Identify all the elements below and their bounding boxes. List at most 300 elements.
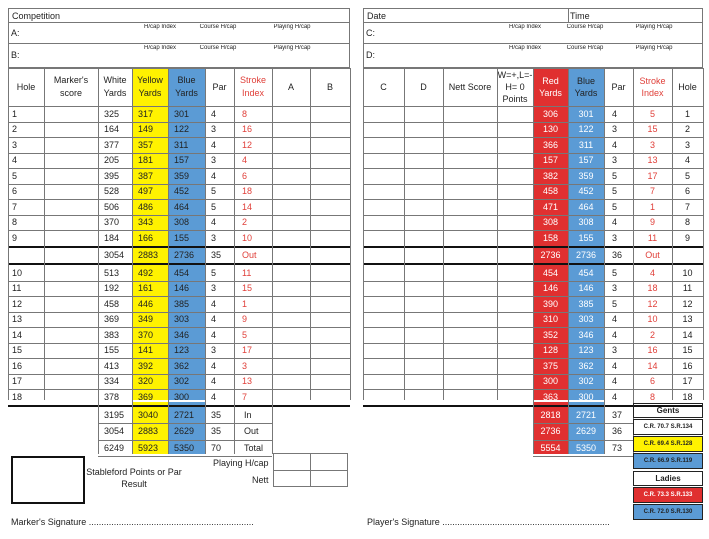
- cell-white: 458: [104, 298, 120, 309]
- cell-si: 10: [242, 232, 253, 243]
- cell-hole: 18: [682, 391, 693, 402]
- cell-si: 13: [242, 376, 253, 387]
- cell-hole: 4: [12, 155, 18, 166]
- cell-si: 9: [649, 217, 655, 228]
- cell-hole: 5: [684, 170, 690, 181]
- cell-si: 9: [242, 314, 248, 325]
- cell-red: 458: [542, 186, 559, 197]
- total-blue: 2721: [174, 409, 195, 420]
- cell-par: 4: [211, 298, 217, 309]
- cell-hole: 2: [12, 124, 18, 135]
- cell-hole: 12: [12, 298, 23, 309]
- total-blue: 2629: [575, 426, 597, 437]
- total-blue: 2629: [174, 426, 195, 437]
- cell-hole: 12: [682, 298, 693, 309]
- course-hcap-label-b: Course H/cap: [199, 45, 237, 51]
- cell-hole: 9: [12, 232, 18, 243]
- hcap-index-label-b: H/cap Index: [143, 45, 177, 51]
- player-a-label: A:: [11, 28, 20, 38]
- header-nett: Nett Score: [448, 82, 492, 92]
- header-white: White Yards: [103, 75, 127, 98]
- cell-red: 454: [542, 267, 559, 278]
- header-d: D: [420, 82, 427, 92]
- cell-hole: 14: [12, 329, 23, 340]
- cell-par: 3: [211, 124, 217, 135]
- cell-hole: 1: [684, 108, 690, 119]
- header-red: Red Yards: [539, 76, 562, 98]
- header-hole: Hole: [678, 82, 697, 92]
- col-divider: [132, 68, 133, 454]
- cell-yellow: 320: [138, 376, 154, 387]
- cell-hole: 8: [684, 217, 690, 228]
- header-a: A: [287, 81, 294, 92]
- header-points: W=+,L=- H= 0 Points: [497, 70, 533, 104]
- player-d-label: D:: [366, 50, 375, 60]
- cell-blue: 146: [578, 283, 594, 294]
- cell-red: 390: [542, 298, 559, 309]
- cell-yellow: 387: [138, 170, 154, 181]
- cell-si: 3: [649, 139, 655, 150]
- total-blue: 2721: [575, 409, 597, 420]
- cell-par: 3: [211, 232, 217, 243]
- total-white: 3195: [104, 409, 125, 420]
- cell-hole: 14: [682, 329, 693, 340]
- cell-si: 1: [649, 201, 655, 212]
- total-par: 35: [211, 409, 222, 420]
- time-label: Time: [570, 11, 590, 21]
- cell-par: 4: [211, 360, 217, 371]
- col-divider: [350, 68, 351, 400]
- cell-yellow: 181: [138, 155, 154, 166]
- total-yellow: 5923: [138, 442, 159, 453]
- cell-blue: 452: [174, 186, 190, 197]
- cell-si: 7: [649, 186, 655, 197]
- cell-yellow: 141: [138, 345, 154, 356]
- cell-blue: 122: [174, 124, 190, 135]
- cell-si: 6: [649, 376, 655, 387]
- cell-par: 4: [211, 170, 217, 181]
- cell-yellow: 370: [138, 329, 154, 340]
- total-par: 36: [612, 426, 623, 437]
- header-stroke: Stroke Index: [239, 75, 266, 98]
- cell-hole: 2: [684, 124, 690, 135]
- header-par: Par: [212, 81, 227, 92]
- cell-hole: 8: [12, 217, 18, 228]
- cell-hole: 3: [684, 139, 690, 150]
- cell-par: 4: [211, 108, 217, 119]
- cell-blue: 464: [174, 201, 190, 212]
- cell-si: 17: [647, 170, 658, 181]
- header-yellow: Yellow Yards: [137, 75, 163, 98]
- cell-si: 12: [647, 298, 658, 309]
- player-signature-line[interactable]: Player's Signature ...................................................................: [367, 517, 610, 527]
- nett-footer-label: Nett: [252, 475, 269, 485]
- total-white: 6249: [104, 442, 125, 453]
- hcap-index-label-d: H/cap Index: [508, 45, 542, 51]
- cell-white: 334: [104, 376, 120, 387]
- cell-si: 16: [242, 124, 253, 135]
- cell-par: 4: [612, 108, 618, 119]
- cell-yellow: 369: [138, 391, 154, 402]
- cell-white: 377: [104, 139, 120, 150]
- out-label: Out: [242, 250, 257, 261]
- cell-par: 5: [211, 267, 217, 278]
- out-yellow: 2883: [138, 250, 159, 261]
- cell-si: 16: [647, 345, 658, 356]
- cell-par: 4: [211, 329, 217, 340]
- cell-red: 158: [542, 232, 559, 243]
- cell-si: 15: [242, 283, 253, 294]
- total-label: In: [244, 409, 252, 420]
- cell-si: 18: [647, 283, 658, 294]
- player-b-label: B:: [11, 50, 20, 60]
- cell-hole: 6: [684, 186, 690, 197]
- cell-par: 4: [612, 391, 618, 402]
- cell-yellow: 357: [138, 139, 154, 150]
- playing-hcap-label-c: Playing H/cap: [635, 24, 673, 30]
- cell-red: 300: [542, 376, 559, 387]
- cell-yellow: 161: [138, 283, 154, 294]
- cell-blue: 157: [578, 155, 594, 166]
- cell-hole: 6: [12, 186, 18, 197]
- cell-hole: 7: [684, 201, 690, 212]
- cell-hole: 10: [12, 267, 23, 278]
- cell-si: 8: [649, 391, 655, 402]
- col-divider: [443, 68, 444, 400]
- cell-blue: 346: [174, 329, 190, 340]
- right-header: [363, 8, 703, 68]
- out-blue: 2736: [575, 250, 597, 261]
- cell-blue: 146: [174, 283, 190, 294]
- cell-white: 164: [104, 124, 120, 135]
- cell-yellow: 492: [138, 267, 154, 278]
- col-divider: [703, 68, 704, 400]
- cell-blue: 301: [578, 108, 594, 119]
- cell-blue: 308: [174, 217, 190, 228]
- header-stroke: Stroke Index: [639, 76, 666, 98]
- total-blue: 5350: [174, 442, 195, 453]
- cell-par: 4: [211, 376, 217, 387]
- col-divider: [98, 68, 99, 454]
- cell-si: 17: [242, 345, 253, 356]
- cell-par: 5: [612, 201, 618, 212]
- col-divider: [272, 68, 273, 454]
- cell-hole: 13: [12, 314, 23, 325]
- row-divider: [98, 456, 272, 457]
- col-divider: [310, 68, 311, 400]
- cell-white: 325: [104, 108, 120, 119]
- cell-par: 4: [612, 139, 618, 150]
- out-red: 2736: [540, 250, 561, 261]
- out-par: 36: [612, 250, 623, 261]
- cell-par: 5: [612, 186, 618, 197]
- out-blue: 2736: [174, 250, 195, 261]
- cell-white: 370: [104, 217, 120, 228]
- cell-blue: 155: [578, 232, 594, 243]
- cell-par: 3: [612, 155, 618, 166]
- cell-red: 310: [542, 314, 559, 325]
- cell-red: 363: [542, 391, 559, 402]
- cell-si: 5: [242, 329, 248, 340]
- cell-si: 15: [647, 124, 658, 135]
- total-label: Total: [244, 442, 264, 453]
- cell-hole: 15: [12, 345, 23, 356]
- cell-white: 378: [104, 391, 120, 402]
- cell-yellow: 166: [138, 232, 154, 243]
- cell-blue: 123: [174, 345, 190, 356]
- total-red: 2818: [540, 409, 561, 420]
- cell-blue: 464: [578, 201, 594, 212]
- cell-par: 3: [612, 345, 618, 356]
- cell-hole: 17: [12, 376, 23, 387]
- cell-si: 13: [647, 155, 658, 166]
- total-par: 70: [211, 442, 222, 453]
- header-blue: Blue Yards: [574, 76, 598, 98]
- cell-yellow: 149: [138, 124, 154, 135]
- playing-hcap-label-a: Playing H/cap: [273, 24, 311, 30]
- cell-blue: 359: [578, 170, 594, 181]
- cell-par: 4: [612, 217, 618, 228]
- cell-hole: 15: [682, 345, 693, 356]
- cell-si: 1: [242, 298, 248, 309]
- cell-blue: 454: [578, 267, 594, 278]
- cell-blue: 303: [174, 314, 190, 325]
- cell-par: 4: [612, 376, 618, 387]
- cell-yellow: 392: [138, 360, 154, 371]
- gents-label: Gents: [633, 403, 703, 418]
- total-par: 73: [612, 442, 623, 453]
- cell-si: 3: [242, 360, 248, 371]
- cell-red: 128: [542, 345, 559, 356]
- cell-si: 11: [647, 232, 658, 243]
- total-blue: 5350: [575, 442, 597, 453]
- cell-blue: 302: [174, 376, 190, 387]
- cell-hole: 13: [682, 314, 693, 325]
- cell-par: 4: [211, 217, 217, 228]
- cell-blue: 385: [578, 298, 594, 309]
- col-divider: [363, 68, 364, 400]
- cell-red: 352: [542, 329, 559, 340]
- col-divider: [497, 68, 498, 400]
- cell-hole: 4: [684, 155, 690, 166]
- col-divider: [568, 68, 569, 454]
- col-divider: [404, 68, 405, 400]
- cell-yellow: 497: [138, 186, 154, 197]
- playing-hcap-label-b: Playing H/cap: [273, 45, 311, 51]
- cell-par: 3: [612, 124, 618, 135]
- course-hcap-label-c: Course H/cap: [566, 24, 604, 30]
- cell-par: 5: [612, 170, 618, 181]
- cell-red: 382: [542, 170, 559, 181]
- header-marker: Marker's score: [53, 75, 89, 98]
- cell-si: 14: [647, 360, 658, 371]
- header-blue: Blue Yards: [175, 75, 198, 98]
- cell-white: 506: [104, 201, 120, 212]
- cell-yellow: 343: [138, 217, 154, 228]
- cell-white: 513: [104, 267, 120, 278]
- cell-si: 5: [649, 108, 655, 119]
- stableford-label: Stableford Points or Par Result: [86, 467, 182, 489]
- cell-red: 157: [542, 155, 559, 166]
- cell-par: 5: [612, 298, 618, 309]
- cell-red: 366: [542, 139, 559, 150]
- col-divider: [633, 68, 634, 454]
- cell-par: 3: [612, 283, 618, 294]
- cell-blue: 122: [578, 124, 594, 135]
- cell-blue: 311: [578, 139, 594, 150]
- cell-hole: 10: [682, 267, 693, 278]
- header-b: B: [326, 81, 333, 92]
- col-divider: [168, 68, 169, 454]
- stableford-box[interactable]: [11, 456, 85, 504]
- cell-blue: 301: [174, 108, 190, 119]
- cell-yellow: 317: [138, 108, 154, 119]
- cell-hole: 18: [12, 391, 23, 402]
- header-hole: Hole: [16, 81, 36, 92]
- row-divider: [533, 456, 633, 457]
- total-yellow: 2883: [138, 426, 159, 437]
- cell-par: 3: [211, 345, 217, 356]
- date-label: Date: [367, 11, 387, 21]
- cell-white: 528: [104, 186, 120, 197]
- cell-hole: 3: [12, 139, 18, 150]
- cell-red: 146: [542, 283, 559, 294]
- cell-red: 130: [542, 124, 559, 135]
- cell-white: 184: [104, 232, 120, 243]
- cell-si: 2: [649, 329, 655, 340]
- cell-blue: 359: [174, 170, 190, 181]
- cell-hole: 11: [682, 283, 693, 294]
- cell-blue: 303: [578, 314, 594, 325]
- player-c-label: C:: [366, 28, 375, 38]
- cell-red: 308: [542, 217, 559, 228]
- course-hcap-label-a: Course H/cap: [199, 24, 237, 30]
- col-divider: [604, 68, 605, 454]
- out-white: 3054: [104, 250, 125, 261]
- cell-par: 4: [612, 360, 618, 371]
- total-par: 37: [612, 409, 623, 420]
- cell-blue: 385: [174, 298, 190, 309]
- cell-par: 4: [211, 139, 217, 150]
- ladies-rating-badge: C.R. 73.3 S.R.133: [633, 487, 703, 503]
- row-divider: [363, 68, 703, 69]
- cell-par: 3: [612, 232, 618, 243]
- cell-si: 18: [242, 186, 253, 197]
- cell-blue: 157: [174, 155, 190, 166]
- cell-par: 4: [612, 329, 618, 340]
- cell-white: 369: [104, 314, 120, 325]
- cell-hole: 9: [684, 232, 690, 243]
- left-header: [8, 8, 350, 68]
- col-divider: [234, 68, 235, 454]
- cell-white: 155: [104, 345, 120, 356]
- col-divider: [272, 400, 273, 454]
- cell-si: 14: [242, 201, 253, 212]
- gents-rating-badge: C.R. 70.7 S.R.134: [633, 419, 703, 435]
- cell-blue: 300: [578, 391, 594, 402]
- ladies-rating-badge: C.R. 72.0 S.R.130: [633, 504, 703, 520]
- total-red: 2736: [540, 426, 561, 437]
- cell-blue: 308: [578, 217, 594, 228]
- header-par: Par: [611, 82, 626, 92]
- cell-blue: 452: [578, 186, 594, 197]
- gents-rating-badge: C.R. 66.9 S.R.119: [633, 453, 703, 469]
- cell-white: 192: [104, 283, 120, 294]
- cell-blue: 454: [174, 267, 190, 278]
- cell-hole: 1: [12, 108, 18, 119]
- playing-hcap-footer-label: Playing H/cap: [213, 458, 269, 468]
- cell-par: 3: [211, 283, 217, 294]
- cell-yellow: 486: [138, 201, 154, 212]
- total-par: 35: [211, 426, 222, 437]
- cell-blue: 302: [578, 376, 594, 387]
- cell-si: 4: [242, 155, 248, 166]
- total-yellow: 3040: [138, 409, 159, 420]
- cell-red: 471: [542, 201, 559, 212]
- col-divider: [44, 68, 45, 400]
- out-label: Out: [645, 250, 660, 261]
- col-divider: [672, 68, 673, 400]
- out-par: 35: [211, 250, 222, 261]
- cell-yellow: 349: [138, 314, 154, 325]
- cell-hole: 16: [12, 360, 23, 371]
- col-divider: [8, 68, 9, 400]
- cell-si: 2: [242, 217, 248, 228]
- playing-hcap-label-d: Playing H/cap: [635, 45, 673, 51]
- col-divider: [533, 68, 534, 454]
- header-c: C: [380, 82, 387, 92]
- course-hcap-label-d: Course H/cap: [566, 45, 604, 51]
- cell-white: 383: [104, 329, 120, 340]
- cell-si: 11: [242, 267, 252, 278]
- cell-blue: 362: [174, 360, 190, 371]
- cell-si: 7: [242, 391, 248, 402]
- hcap-index-label-c: H/cap Index: [508, 24, 542, 30]
- hcap-index-label-a: H/cap Index: [143, 24, 177, 30]
- cell-par: 5: [612, 267, 618, 278]
- cell-par: 4: [211, 314, 217, 325]
- cell-hole: 11: [12, 283, 22, 294]
- marker-signature-line[interactable]: Marker's Signature ..................................................................: [11, 517, 254, 527]
- cell-blue: 346: [578, 329, 594, 340]
- col-divider: [205, 68, 206, 454]
- cell-blue: 123: [578, 345, 594, 356]
- cell-hole: 16: [682, 360, 693, 371]
- cell-hole: 17: [682, 376, 693, 387]
- cell-white: 413: [104, 360, 120, 371]
- cell-yellow: 446: [138, 298, 154, 309]
- cell-blue: 300: [174, 391, 190, 402]
- cell-par: 4: [612, 314, 618, 325]
- cell-si: 6: [242, 170, 248, 181]
- competition-label: Competition: [12, 11, 61, 21]
- cell-blue: 311: [174, 139, 189, 150]
- cell-red: 375: [542, 360, 559, 371]
- cell-blue: 362: [578, 360, 594, 371]
- cell-si: 10: [647, 314, 658, 325]
- cell-hole: 7: [12, 201, 18, 212]
- cell-par: 5: [211, 186, 217, 197]
- cell-par: 5: [211, 201, 217, 212]
- cell-white: 205: [104, 155, 120, 166]
- gents-rating-badge: C.R. 69.4 S.R.128: [633, 436, 703, 452]
- cell-si: 4: [649, 267, 655, 278]
- cell-hole: 5: [12, 170, 18, 181]
- total-white: 3054: [104, 426, 125, 437]
- ladies-label: Ladies: [633, 471, 703, 486]
- total-label: Out: [244, 426, 259, 437]
- cell-white: 395: [104, 170, 120, 181]
